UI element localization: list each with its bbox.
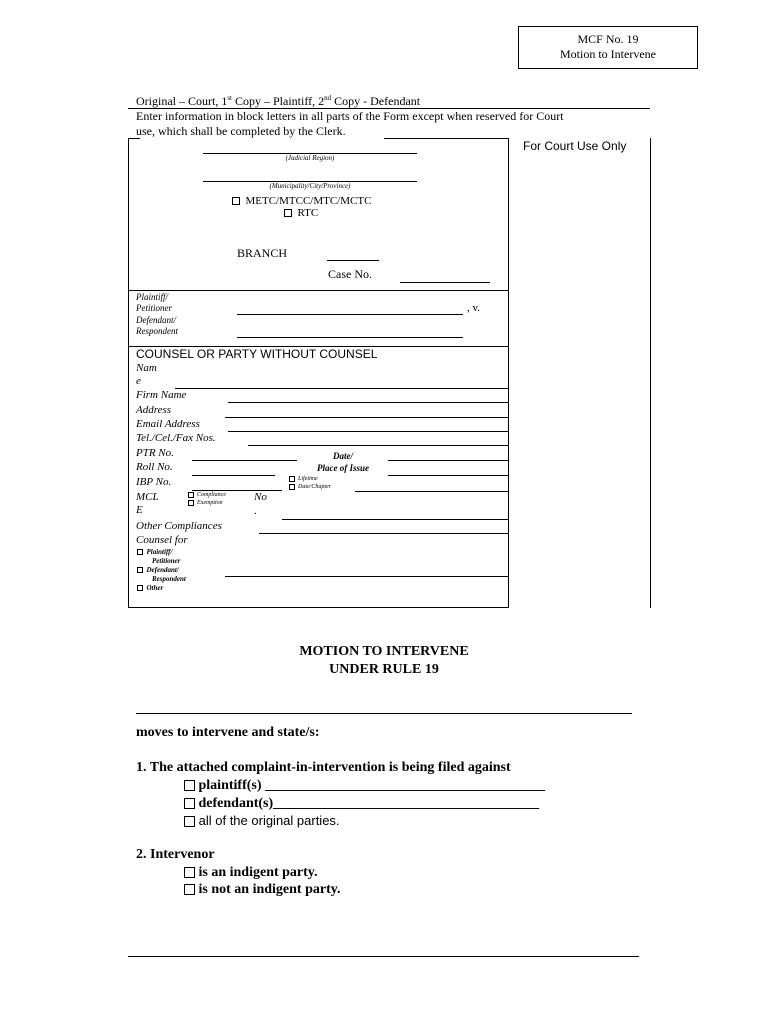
ptr-field[interactable] — [192, 460, 297, 461]
checkbox-icon[interactable] — [137, 549, 143, 555]
counsel-for-options[interactable]: Plaintiff/ Petitioner Defendant/ Respondent Other — [137, 548, 186, 593]
box-right-border — [650, 138, 651, 608]
item-1: 1. The attached complaint-in-intervention is being filed against — [136, 760, 511, 775]
tel-field[interactable] — [248, 445, 508, 446]
checkbox-icon[interactable] — [284, 209, 292, 217]
ptr-label: PTR No. — [136, 447, 174, 459]
form-name: Motion to Intervene — [560, 47, 656, 61]
address-field[interactable] — [225, 417, 508, 418]
other-compliances-field[interactable] — [259, 533, 508, 534]
intervenor-name-field[interactable] — [136, 713, 632, 714]
motion-title: MOTION TO INTERVENE UNDER RULE 19 — [299, 644, 469, 677]
checkbox-icon[interactable] — [184, 798, 195, 809]
box-middle-border — [508, 138, 509, 608]
other-compliances-label: Other Compliances — [136, 520, 222, 532]
date-place-label: Date/ Place of Issue — [317, 451, 369, 473]
checkbox-icon[interactable] — [232, 197, 240, 205]
lifetime-option[interactable]: Lifetime Date/Chapter — [289, 475, 331, 491]
box-left-border — [128, 138, 129, 608]
option-defendants[interactable]: defendant(s)______________________________________ — [184, 796, 539, 812]
instruction-line-2: use, which shall be completed by the Clerk. — [136, 124, 346, 138]
counsel-heading: COUNSEL OR PARTY WITHOUT COUNSEL — [136, 347, 378, 361]
checkbox-icon[interactable] — [289, 476, 295, 482]
form-number-box — [518, 26, 698, 69]
tel-label: Tel./Cel./Fax Nos. — [136, 432, 216, 444]
copies-distribution: Original – Court, 1st Copy – Plaintiff, 2nd Copy - Defendant — [136, 94, 421, 108]
branch-label: BRANCH — [237, 246, 288, 260]
checkbox-icon[interactable] — [184, 884, 195, 895]
defendant-label: Defendant/ Respondent — [136, 315, 178, 336]
firm-field[interactable] — [228, 402, 508, 403]
checkbox-icon[interactable] — [137, 585, 143, 591]
mcle-options[interactable]: Compliance Exemption — [188, 491, 226, 507]
judicial-region-label: (Judicial Region) — [285, 154, 335, 162]
date-place-field[interactable] — [388, 460, 508, 461]
mcle-no-label: No — [254, 491, 267, 503]
case-no-field[interactable] — [400, 282, 490, 283]
email-field[interactable] — [228, 431, 508, 432]
mcle-label: MCL E — [136, 491, 159, 516]
option-indigent[interactable]: is an indigent party. — [184, 865, 318, 881]
checkbox-icon[interactable] — [137, 567, 143, 573]
counsel-for-field[interactable] — [225, 576, 508, 577]
firm-label: Firm Name — [136, 389, 187, 401]
option-plaintiffs[interactable]: plaintiff(s) ________________________________________ — [184, 778, 545, 794]
court-option-metc[interactable]: METC/MTCC/MTC/MCTC — [232, 195, 371, 207]
name-label: Nam e — [136, 362, 157, 387]
plaintiff-label: Plaintiff/ Petitioner — [136, 292, 172, 313]
checkbox-icon[interactable] — [184, 816, 195, 827]
option-all-parties[interactable]: all of the original parties. — [184, 813, 340, 828]
name-field[interactable] — [175, 388, 508, 389]
address-label: Address — [136, 404, 172, 416]
plaintiff-field[interactable] — [237, 314, 463, 315]
versus-label: , v. — [467, 302, 481, 314]
option-not-indigent[interactable]: is not an indigent party. — [184, 882, 340, 898]
mcle-field[interactable] — [282, 519, 508, 520]
court-option-rtc[interactable]: RTC — [284, 207, 318, 219]
checkbox-icon[interactable] — [188, 492, 194, 498]
moves-statement: moves to intervene and state/s: — [136, 725, 320, 740]
counsel-for-label: Counsel for — [136, 534, 188, 546]
form-number: MCF No. 19 — [577, 32, 639, 46]
checkbox-icon[interactable] — [184, 780, 195, 791]
branch-field[interactable] — [327, 260, 379, 261]
defendant-field[interactable] — [237, 337, 463, 338]
case-no-label: Case No. — [328, 267, 372, 281]
roll-field[interactable] — [192, 475, 275, 476]
municipality-label: (Municipality/City/Province) — [269, 182, 351, 190]
footer-rule — [128, 956, 639, 957]
ibp-label: IBP No. — [136, 476, 172, 488]
roll-label: Roll No. — [136, 461, 173, 473]
court-use-label: For Court Use Only — [523, 139, 627, 153]
checkbox-icon[interactable] — [188, 500, 194, 506]
instruction-line-1: Enter information in block letters in all parts of the Form except when reserved for Court — [136, 109, 564, 123]
checkbox-icon[interactable] — [289, 484, 295, 490]
email-label: Email Address — [136, 418, 200, 430]
checkbox-icon[interactable] — [184, 867, 195, 878]
item-2: 2. Intervenor — [136, 847, 215, 862]
ibp-date-field[interactable] — [355, 491, 508, 492]
